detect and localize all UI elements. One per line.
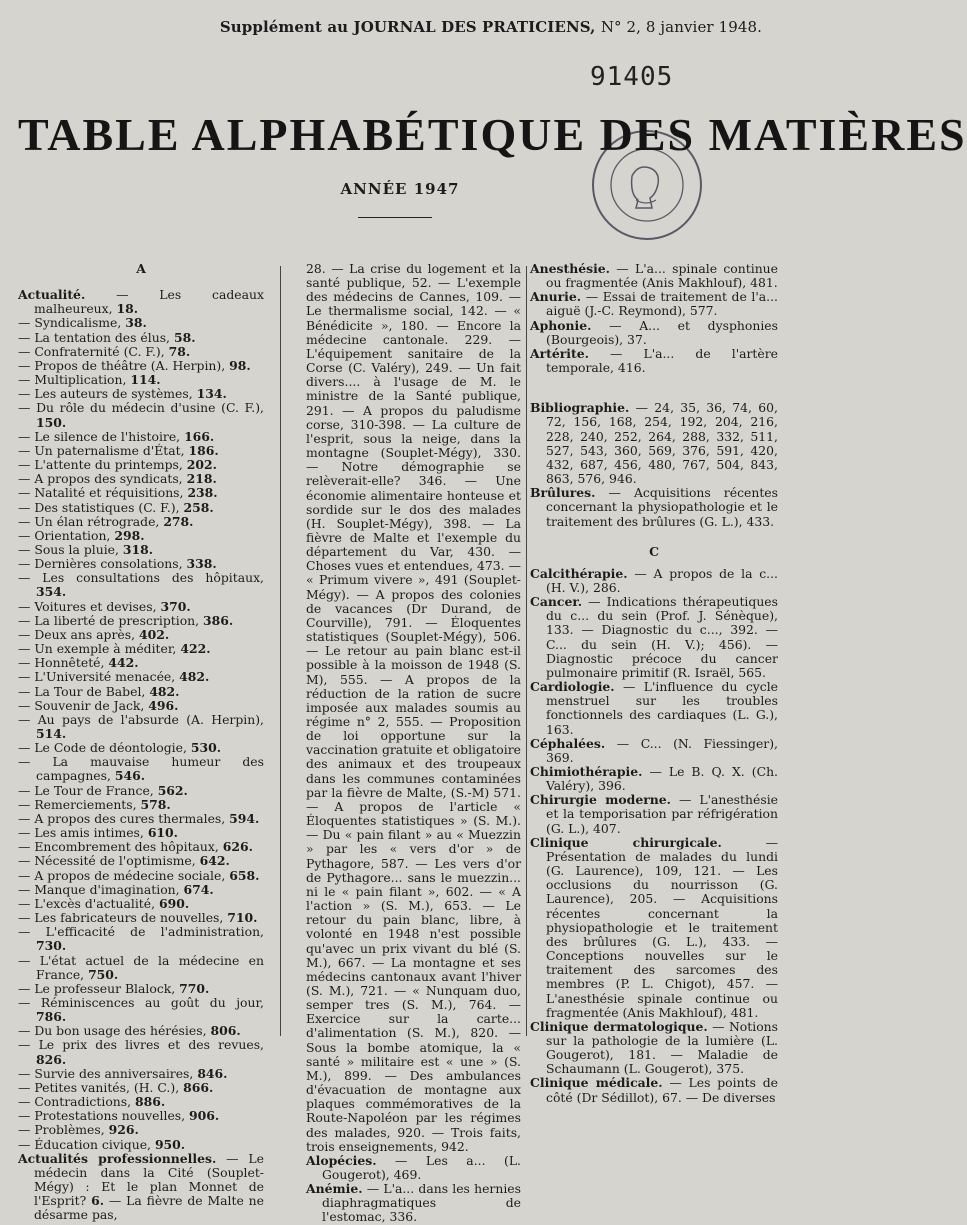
entry-text: — L'efficacité de l'administration,: [18, 924, 264, 940]
index-subentry: [18, 1109, 264, 1123]
index-subentry: [18, 472, 264, 486]
entry-page: 562.: [157, 782, 188, 798]
index-subentry: [18, 316, 264, 330]
entry-text: — Les consultations des hôpitaux,: [18, 570, 264, 586]
entry-page: 594.: [229, 810, 260, 826]
entry-text: — Voitures et devises,: [18, 598, 157, 614]
index-subentry: [18, 486, 264, 500]
index-column-3: [530, 262, 778, 1105]
index-subentry: [18, 458, 264, 472]
entry-page: 442.: [108, 655, 139, 671]
index-subentry: [18, 685, 264, 699]
entry-text: — L'attente du printemps,: [18, 457, 183, 473]
entry-page: 642.: [199, 853, 230, 869]
entry-text: — Sous la pluie,: [18, 541, 119, 557]
index-subentry: [18, 557, 264, 571]
entry-text: — Du rôle du médecin d'usine (C. F.),: [18, 400, 264, 416]
index-subentry: [18, 699, 264, 713]
entry-heading: Anémie.: [306, 1181, 363, 1197]
entry-page: 674.: [183, 881, 214, 897]
index-subentry: [18, 755, 264, 783]
index-subentry: [18, 798, 264, 812]
entry-text: — La mauvaise humeur des campagnes,: [18, 754, 264, 784]
index-entry-actualite: [18, 288, 264, 316]
index-subentry: [18, 784, 264, 798]
index-subentry: [18, 1081, 264, 1095]
entry-text: — Au pays de l'absurde (A. Herpin),: [18, 711, 264, 727]
entry-page: 422.: [180, 641, 211, 657]
entry-page: 846.: [197, 1065, 228, 1081]
entry-text: — Petites vanités, (H. C.),: [18, 1079, 180, 1095]
index-subentry: [18, 954, 264, 982]
index-subentry: [18, 1123, 264, 1137]
index-subentry: [18, 883, 264, 897]
index-column-1: [18, 262, 264, 1222]
index-subentry: [18, 741, 264, 755]
index-subentry: [18, 571, 264, 599]
entry-page: 338.: [186, 556, 217, 572]
index-subentry: [18, 996, 264, 1024]
section-letter-c: C: [649, 543, 659, 559]
index-subentry: [18, 1038, 264, 1066]
entry-text: — A... et dysphonies (Bourgeois), 37.: [546, 317, 778, 347]
entry-page: 202.: [186, 457, 217, 473]
entry-text: — L'anesthésie et la temporisation par réfrigération (G. L.), 407.: [546, 792, 778, 836]
entry-text: — L'a... de l'artère temporale, 416.: [546, 345, 778, 376]
page-title: TABLE ALPHABÉTIQUE DES MATIÈRES: [18, 109, 967, 160]
entry-heading: Cancer.: [530, 594, 583, 610]
index-entry-bibliographie: [530, 401, 778, 486]
entry-page: 482.: [149, 683, 180, 699]
index-subentry: [18, 1138, 264, 1152]
entry-text: — Indications thérapeutiques du c... du sein (Prof. J. Sénèque), 133. — Diagnostic du c..., 392. — C... du sein (H. V.); 456). — Diagnostic précoce du cancer pulmonaire primitif (R. Israël, 565.: [546, 594, 778, 680]
entry-heading: Anesthésie.: [530, 261, 610, 276]
spacer: [530, 375, 778, 401]
entry-page: 186.: [188, 442, 219, 458]
entry-page: 610.: [147, 825, 178, 841]
section-letter-a: A: [136, 261, 146, 276]
index-column-2: [306, 262, 521, 1225]
entry-text-continued: — La fièvre de Malte ne désarme pas,: [34, 1193, 264, 1223]
entry-heading: Cardiologie.: [530, 679, 615, 695]
index-subentry: [18, 826, 264, 840]
entry-text: — Orientation,: [18, 527, 111, 543]
entry-heading: Clinique chirurgicale.: [530, 834, 722, 850]
entry-heading: Brûlures.: [530, 485, 596, 501]
entry-page: 514.: [36, 726, 67, 741]
index-entry: [530, 595, 778, 680]
entry-text: — Remerciements,: [18, 796, 137, 812]
entry-text: — Des statistiques (C. F.),: [18, 499, 180, 515]
entry-text: — L'influence du cycle menstruel sur les troubles fonctionnels des cardiaques (L. G.), 163.: [546, 679, 778, 737]
entry-page: 354.: [36, 584, 67, 600]
entry-text: — La Tour de Babel,: [18, 683, 146, 699]
entry-text: — L'état actuel de la médecine en France,: [18, 952, 264, 982]
entry-page: 78.: [168, 343, 191, 359]
entry-text: — Notions sur la pathologie de la lumière (L. Gougerot), 181. — Maladie de Schaumann (L. Gougerot), 375.: [546, 1018, 778, 1077]
index-subentry: [18, 628, 264, 642]
index-entry-anemie: [306, 1182, 521, 1224]
entry-page: 658.: [229, 867, 260, 883]
entry-page: 926.: [108, 1122, 139, 1138]
entry-text: — Éducation civique,: [18, 1136, 151, 1152]
year-heading: ANNÉE 1947: [340, 180, 460, 198]
entry-text: — Propos de théâtre (A. Herpin),: [18, 357, 226, 373]
index-entry: [530, 793, 778, 835]
column-divider-1: [280, 266, 281, 1036]
entry-page: 38.: [125, 315, 147, 331]
entry-text: — Réminiscences au goût du jour,: [18, 994, 264, 1010]
entry-text: — Le silence de l'histoire,: [18, 428, 181, 444]
entry-page: 114.: [130, 372, 161, 388]
index-entry: [530, 1020, 778, 1077]
entry-heading: Clinique médicale.: [530, 1075, 663, 1091]
index-entry-actualites-pro: [18, 1152, 264, 1223]
entry-text: — Contradictions,: [18, 1094, 132, 1110]
entry-page: 950.: [154, 1136, 186, 1152]
entry-text: — Le médecin dans la Cité (Souplet-Mégy) : Et le plan Monnet de l'Esprit?: [34, 1150, 264, 1209]
entry-text: — L'a... spinale continue ou fragmentée (Anis Makhlouf), 481.: [546, 261, 778, 291]
entry-text: — Un élan rétrograde,: [18, 513, 160, 529]
index-entry: [530, 319, 778, 347]
entry-page: 278.: [163, 513, 194, 529]
entry-text: — Essai de traitement de l'a... aiguë (J.-C. Reymond), 577.: [546, 289, 778, 319]
index-subentry: [18, 515, 264, 529]
entry-page: 258.: [183, 499, 214, 515]
index-subentry: [18, 656, 264, 670]
entry-page: 134.: [196, 386, 227, 402]
entry-page: 546.: [114, 768, 146, 784]
index-entry: [530, 737, 778, 765]
entry-page: 826.: [36, 1051, 67, 1067]
entry-page: 578.: [140, 796, 171, 812]
index-subentry: [18, 642, 264, 656]
index-subentry: [18, 501, 264, 515]
entry-text: — A propos de médecine sociale,: [18, 867, 226, 883]
entry-text: — Les a... (L. Gougerot), 469.: [322, 1152, 521, 1182]
entry-text: — La tentation des élus,: [18, 329, 170, 345]
entry-page: 218.: [186, 471, 217, 487]
entry-text: — L'excès d'actualité,: [18, 895, 156, 911]
entry-heading: Céphalées.: [530, 735, 606, 751]
entry-text: — Le Code de déontologie,: [18, 740, 187, 756]
entry-heading: Alopécies.: [306, 1152, 377, 1168]
index-entry: [530, 347, 778, 375]
entry-page: 530.: [190, 740, 222, 756]
entry-page: 166.: [184, 428, 215, 444]
entry-heading: Anurie.: [530, 289, 582, 305]
entry-page: 626.: [222, 839, 253, 855]
entry-text: — Les auteurs de systèmes,: [18, 386, 193, 402]
index-subentry: [18, 543, 264, 557]
index-entry-brulures: [530, 486, 778, 528]
index-subentry: [18, 840, 264, 854]
entry-page: 298.: [114, 527, 145, 543]
entry-text: — Confraternité (C. F.),: [18, 343, 165, 359]
entry-text: — Problèmes,: [18, 1122, 105, 1138]
entry-text: — L'a... dans les hernies diaphragmatiques de l'estomac, 336.: [322, 1181, 521, 1225]
index-subentry: [18, 670, 264, 684]
index-subentry: [18, 387, 264, 401]
index-subentry: [18, 345, 264, 359]
a-entries-continued: [530, 262, 778, 375]
entry-text: — Nécessité de l'optimisme,: [18, 853, 196, 869]
index-subentry: [18, 911, 264, 925]
entry-text: — A propos des syndicats,: [18, 471, 183, 487]
entry-text: — Protestations nouvelles,: [18, 1108, 186, 1124]
index-subentry: [18, 430, 264, 444]
entry-text: — Le B. Q. X. (Ch. Valéry), 396.: [546, 764, 778, 794]
index-subentry: [18, 373, 264, 387]
entry-page: 386.: [203, 612, 234, 628]
entry-text: — Survie des anniversaires,: [18, 1065, 194, 1081]
index-subentry: [18, 854, 264, 868]
entry-text: — A propos de la c... (H. V.), 286.: [546, 565, 778, 595]
entry-text: — Dernières consolations,: [18, 556, 183, 572]
index-subentry: [18, 359, 264, 373]
entry-heading: Clinique dermatologique.: [530, 1018, 708, 1034]
entry-text: — Du bon usage des hérésies,: [18, 1023, 207, 1039]
entry-page: 98.: [229, 357, 251, 373]
entry-page: 482.: [179, 669, 210, 685]
index-entry: [530, 836, 778, 1020]
entry-page: 318.: [122, 541, 154, 557]
entry-text: — Le professeur Blalock,: [18, 980, 176, 996]
entry-text: — 24, 35, 36, 74, 60, 72, 156, 168, 254, 192, 204, 216, 228, 240, 252, 264, 288, 332, 511, 527, 543, 360, 569, 376, 591, 420, 432, 687, 456, 480, 767, 504, 843, 863, 576, 946.: [546, 400, 778, 487]
entry-heading: Actualité.: [18, 287, 86, 303]
index-subentry: [18, 401, 264, 429]
column-divider-2: [526, 266, 527, 1036]
index-subentry: [18, 897, 264, 911]
entry-text: — Honnêteté,: [18, 655, 105, 671]
entry-page: 730.: [36, 938, 67, 954]
entry-text: — Souvenir de Jack,: [18, 697, 145, 713]
supplement-line: [220, 18, 762, 36]
index-subentry: [18, 982, 264, 996]
entry-page: 402.: [139, 626, 170, 642]
supplement-journal: Supplément au JOURNAL DES PRATICIENS,: [219, 18, 596, 36]
entry-text: — Les cadeaux malheureux,: [34, 287, 264, 317]
index-entry: [530, 765, 778, 793]
entry-text: — Un paternalisme d'État,: [18, 442, 185, 458]
c-entries: [530, 567, 778, 1105]
spacer: [530, 529, 778, 545]
entry-page: 710.: [227, 910, 258, 926]
index-entry: [530, 290, 778, 318]
index-subentry: [18, 1095, 264, 1109]
entry-page: 786.: [36, 1009, 67, 1025]
entry-page: 6.: [91, 1193, 105, 1209]
entry-heading: Artérite.: [530, 345, 589, 361]
entry-text: — C... (N. Fiessinger), 369.: [546, 735, 778, 765]
entry-text: — Multiplication,: [18, 372, 127, 388]
index-entry: [530, 1076, 778, 1104]
index-entry: [530, 680, 778, 737]
actualite-subentries: [18, 316, 264, 1151]
index-subentry: [18, 444, 264, 458]
entry-page: 806.: [210, 1023, 241, 1039]
index-subentry: [18, 331, 264, 345]
index-entry: [530, 262, 778, 290]
entry-page: 150.: [36, 414, 67, 430]
entry-page: 770.: [179, 980, 210, 996]
actualites-pro-continuation: 28. — La crise du logement et la santé publique, 52. — L'exemple des médecins de Cannes, 109. — Le thermalisme social, 142. — « Bénédicite », 180. — Encore la médecine cantonale. 229. — L'équipement sanitaire de la Corse (C. Valéry), 249. — Un fait divers.... à l'usage de M. le ministre de la Santé publique, 291. — A propos du paludisme corse, 310-398. — La culture de l'esprit, sous la neige, dans la montagne (Souplet-Mégy), 330. — Notre démographie se relèverait-elle? 346. — Une économie alimentaire honteuse et sordide sur le dos des malades (H. Souplet-Mégy), 398. — La fièvre de Malte et l'exemple du département du Var, 430. — Choses vues et entendues, 473. — « Primum vivere », 491 (Souplet-Mégy). — A propos des colonies de vacances (Dr Durand, de Courville), 791. — Éloquentes statistiques (Souplet-Mégy), 506. — Le retour au pain blanc est-il possible à la moisson de 1948 (S. M), 555. — A propos de la réduction de la ration de sucre imposée aux malades soumis au régime n° 2, 555. — Proposition de loi opportune sur la vaccination gratuite et obligatoire des animaux et des troupeaux dans les communes contaminées par la fièvre de Malte, (S.-M) 571. — A propos de l'article « Éloquentes statistiques » (S. M.). — Du « pain filant » au « Muezzin » par les « vers d'or » de Pythagore, 587. — Les vers d'or de Pythagore... sans le muezzin... ni le « pain filant », 602. — « A l'action » (S. M.), 653. — Le retour du pain blanc, libre, à volonté en 1948 n'est possible qu'avec un prix vivant du blé (S. M.), 667. — La montagne et ses médecins cantonaux avant l'hiver (S. M.), 721. — « Nunquam duo, semper tres (S. M.), 764. — Exercice sur la carte... d'alimentation (S. M.), 820. — Sous la bombe atomique, la « santé » militaire est « une » (S. M.), 899. — Des ambulances d'évacuation de montagne aux plaques commémoratives de la Route-Napoléon par les régimes des malades, 920. — Trois faits, trois enseignements, 942.: [306, 261, 521, 1154]
entry-heading: Bibliographie.: [530, 400, 630, 416]
entry-text: — Les points de côté (Dr Sédillot), 67. — De diverses: [546, 1075, 778, 1105]
entry-text: — Natalité et réquisitions,: [18, 485, 184, 501]
entry-text: — Le Tour de France,: [18, 782, 154, 798]
index-subentry: [18, 614, 264, 628]
entry-text: — Le prix des livres et des revues,: [18, 1037, 264, 1053]
index-subentry: [18, 1024, 264, 1038]
index-subentry: [18, 925, 264, 953]
entry-text: — Encombrement des hôpitaux,: [18, 839, 219, 855]
entry-page: 58.: [173, 329, 196, 345]
supplement-issue: N° 2, 8 janvier 1948.: [600, 18, 762, 36]
index-entry: [530, 567, 778, 595]
entry-page: 18.: [116, 301, 139, 317]
index-subentry: [18, 812, 264, 826]
entry-page: 886.: [135, 1094, 166, 1110]
title-divider: [358, 217, 432, 218]
entry-heading: Calcithérapie.: [530, 565, 628, 581]
inventory-number: 91405: [590, 62, 674, 92]
entry-page: 866.: [183, 1079, 214, 1095]
index-subentry: [18, 869, 264, 883]
entry-page: 906.: [189, 1108, 220, 1124]
index-entry-alopecies: [306, 1154, 521, 1182]
entry-text: — L'Université menacée,: [18, 669, 176, 685]
entry-text: — A propos des cures thermales,: [18, 810, 226, 826]
entry-text: — La liberté de prescription,: [18, 612, 200, 628]
entry-page: 690.: [159, 895, 190, 911]
entry-heading: Chimiothérapie.: [530, 764, 643, 779]
entry-page: 496.: [148, 697, 179, 713]
entry-text: — Deux ans après,: [18, 626, 136, 642]
entry-text: — Présentation de malades du lundi (G. Laurence), 109, 121. — Les occlusions du nourrisson (G. Laurence), 205. — Acquisitions récentes concernant la physiopathologie et le traitement des brûlures (G. L.), 433. — Conceptions nouvelles sur le traitement des sarcomes des membres (P. L. Chigot), 457. — L'anesthésie spinale continue ou fragmentée (Anis Makhlouf), 481.: [546, 834, 778, 1020]
entry-text: — Les fabricateurs de nouvelles,: [18, 910, 224, 926]
entry-heading: Aphonie.: [530, 317, 592, 333]
entry-text: — Syndicalisme,: [18, 315, 122, 331]
entry-page: 370.: [160, 598, 191, 614]
index-subentry: [18, 1067, 264, 1081]
entry-heading: Actualités professionnelles.: [18, 1150, 217, 1166]
entry-page: 238.: [187, 485, 218, 501]
index-subentry: [18, 600, 264, 614]
index-subentry: [18, 529, 264, 543]
entry-page: 750.: [88, 966, 119, 982]
entry-heading: Chirurgie moderne.: [530, 792, 671, 808]
index-subentry: [18, 713, 264, 741]
entry-text: — Acquisitions récentes concernant la physiopathologie et le traitement des brûlures (G. L.), 433.: [546, 485, 778, 529]
entry-text: — Manque d'imagination,: [18, 881, 180, 897]
entry-text: — Les amis intimes,: [18, 825, 144, 841]
entry-text: — Un exemple à méditer,: [18, 641, 177, 657]
